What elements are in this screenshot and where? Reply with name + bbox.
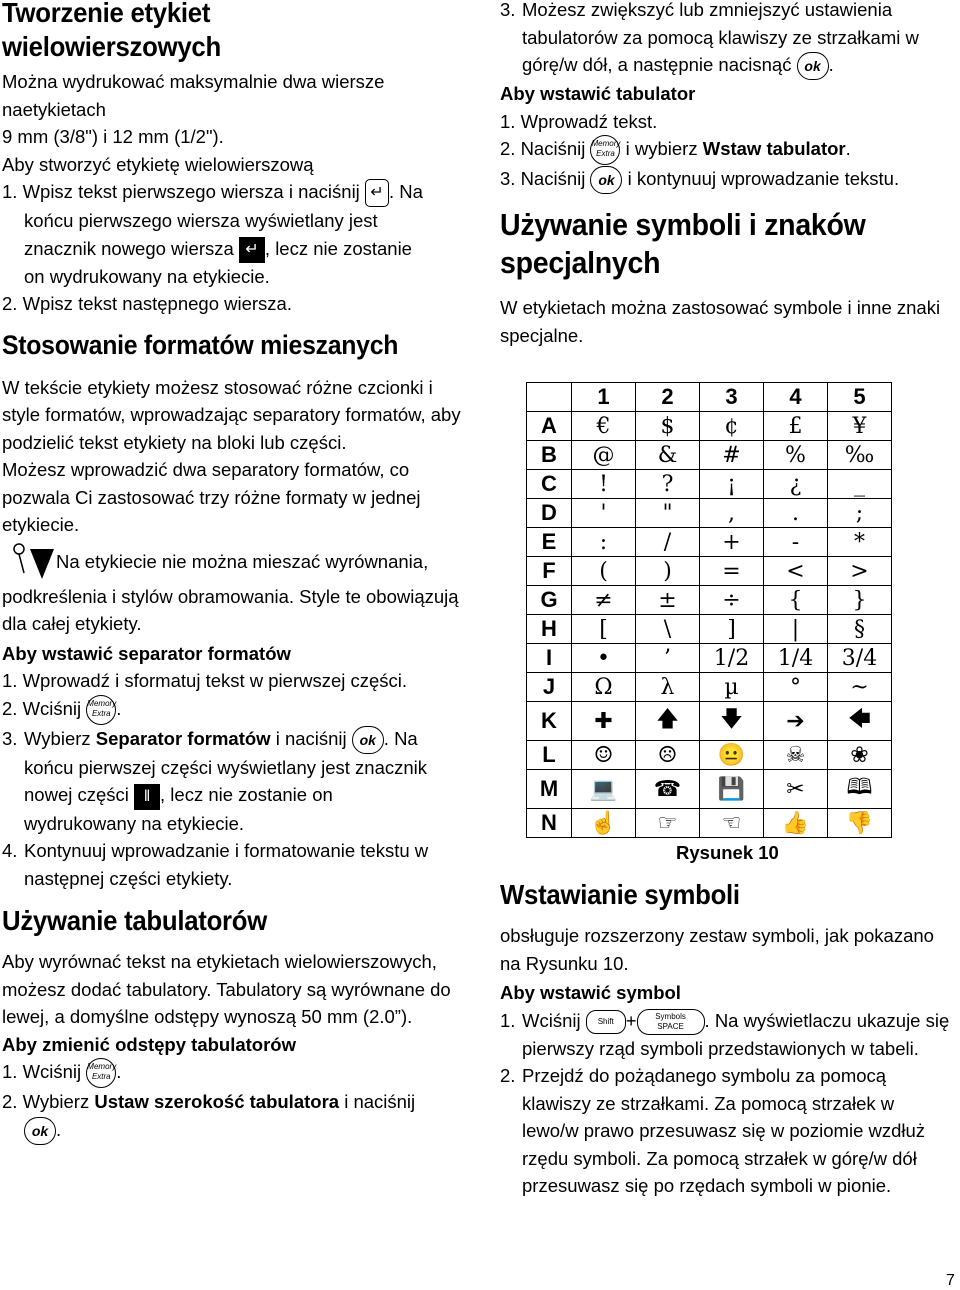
symbol-table-cell: § — [828, 615, 892, 644]
symbol-table-row — [527, 702, 892, 741]
symbol-table-row — [527, 615, 892, 644]
symbol-table-row-label: A — [527, 412, 572, 441]
symbol-table-cell: & — [636, 441, 700, 470]
symbol-table-cell: 🡄 — [828, 702, 892, 741]
symbol-table-cell: 👍 — [764, 809, 828, 838]
para-symbols: W etykietach można zastosować symbole i inne znaki specjalne. — [500, 297, 941, 346]
symbol-table-cell: = — [700, 557, 764, 586]
symbol-table-row — [527, 586, 892, 615]
symbol-table-cell: £ — [764, 412, 828, 441]
right-column — [500, 0, 955, 349]
subheading-tab-spacing: Aby zmienić odstępy tabulatorów — [2, 1033, 296, 1055]
symbol-table-cell: µ — [700, 673, 764, 702]
para-mixed-1: W tekście etykiety możesz stosować różne czcionki i style formatów, wprowadzając separatory formatów, aby podzielić tekst etykiety na bloki lub części. — [2, 376, 461, 453]
symbol-table-cell: 🡅 — [636, 702, 700, 741]
symbol-table-cell: € — [572, 412, 636, 441]
insert-tab-step-2: 2. Naciśnij Memory Extra i wybierz Wstaw tabulator. — [500, 135, 955, 165]
symbol-table-row-label: N — [527, 809, 572, 838]
symbol-table-cell: ☎ — [636, 770, 700, 809]
sep-step-1: 1. Wprowadź i sformatuj tekst w pierwszej części. — [2, 670, 408, 692]
symbol-table-cell: ➔ — [764, 702, 828, 741]
symbol-table-row-label: K — [527, 702, 572, 741]
symbol-table-row — [527, 412, 892, 441]
symbol-table-row-label: G — [527, 586, 572, 615]
symbol-table-cell: 1/4 — [764, 644, 828, 673]
symbol-table-cell: [ — [572, 615, 636, 644]
symbol-table-cell: ; — [828, 499, 892, 528]
symbol-table-cell: 🕮 — [828, 770, 892, 809]
tab-step-1: 1. Wciśnij Memory Extra . — [2, 1058, 472, 1088]
symbol-table-cell: ‰ — [828, 441, 892, 470]
symbol-table-cell: { — [764, 586, 828, 615]
symbols-key-icon: Symbols SPACE — [637, 1009, 705, 1035]
symbol-table-cell: ❀ — [828, 741, 892, 770]
symbol-table-cell: ¿ — [764, 470, 828, 499]
symbol-table-cell: ✂ — [764, 770, 828, 809]
symbol-table-cell: , — [700, 499, 764, 528]
symbol-table-cell: " — [636, 499, 700, 528]
symbol-table-cell: ? — [636, 470, 700, 499]
symbol-table-row-label: D — [527, 499, 572, 528]
symbol-table-header-row — [527, 383, 892, 412]
symbol-table-cell: ≠ — [572, 586, 636, 615]
symbol-table-row — [527, 499, 892, 528]
symbol-table-col-header: 2 — [636, 383, 700, 412]
subheading-create-multiline: Aby stworzyć etykietę wielowierszową — [2, 153, 314, 175]
symbol-table-row-label: E — [527, 528, 572, 557]
return-key-icon: ↵ — [365, 179, 389, 207]
symbol-table-cell: ☞ — [636, 809, 700, 838]
right-column-lower — [500, 878, 955, 1200]
symbol-table-cell: 👎 — [828, 809, 892, 838]
symbol-table-cell: ’ — [636, 644, 700, 673]
ok-key-icon: ok — [352, 726, 384, 754]
symbol-table-row — [527, 673, 892, 702]
tab-step-2-cont: ok . — [2, 1116, 472, 1145]
subheading-insert-separator: Aby wstawić separator formatów — [2, 642, 291, 664]
step-1-cont-1: końcu pierwszego wiersza wyświetlany jest — [24, 210, 378, 232]
symbol-table-cell: ) — [636, 557, 700, 586]
heading-multiline: Tworzenie etykiet wielowierszowych — [2, 0, 221, 62]
memory-extra-key-icon: Memory Extra — [590, 135, 620, 165]
symbol-table-cell: \ — [636, 615, 700, 644]
symbol-table-row-label: M — [527, 770, 572, 809]
symbol-table-cell: ¢ — [700, 412, 764, 441]
symbol-table-cell: * — [828, 528, 892, 557]
symbol-table-cell: } — [828, 586, 892, 615]
left-column — [2, 0, 472, 1145]
symbol-table-row — [527, 741, 892, 770]
shift-key-icon: Shift — [586, 1010, 626, 1034]
symbol-table-cell: ☺ — [572, 741, 636, 770]
symbol-table-cell: 💾 — [700, 770, 764, 809]
warning-icon — [6, 543, 56, 583]
heading-symbols: Używanie symboli i znaków specjalnych — [500, 207, 866, 281]
symbol-table-row-label: H — [527, 615, 572, 644]
symbol-table-cell: 1/2 — [700, 644, 764, 673]
symbol-table-cell: • — [572, 644, 636, 673]
page-number: 7 — [946, 1272, 955, 1289]
symbol-table-row — [527, 557, 892, 586]
symbol-table-col-header: 5 — [828, 383, 892, 412]
heading-insert-symbols: Wstawianie symboli — [500, 879, 740, 910]
symbol-table-row-label: L — [527, 741, 572, 770]
symbol-table-row-label: F — [527, 557, 572, 586]
symbol-table-cell: ! — [572, 470, 636, 499]
heading-tabs: Używanie tabulatorów — [2, 905, 268, 937]
symbol-table-row — [527, 644, 892, 673]
symbol-table-row-label: J — [527, 673, 572, 702]
heading-mixed-formats: Stosowanie formatów mieszanych — [2, 329, 399, 360]
section-marker-icon: ‖ — [134, 784, 160, 810]
symbol-table-row — [527, 441, 892, 470]
symbol-table-cell: λ — [636, 673, 700, 702]
insert-tab-step-1: 1. Wprowadź tekst. — [500, 110, 658, 132]
memory-extra-key-icon: Memory Extra — [86, 1058, 116, 1088]
symbol-table-cell: ☝ — [572, 809, 636, 838]
symbol-table-cell: + — [700, 528, 764, 557]
symbol-table-row-label: I — [527, 644, 572, 673]
symbol-table-cell: 3/4 — [828, 644, 892, 673]
ok-key-icon: ok — [797, 52, 829, 80]
symbol-table-cell: : — [572, 528, 636, 557]
symbol-table-cell: % — [764, 441, 828, 470]
symbol-table-row — [527, 809, 892, 838]
ok-key-icon: ok — [590, 166, 622, 194]
symbol-table-cell: ° — [764, 673, 828, 702]
note-2: podkreślenia i stylów obramowania. Style te obowiązują dla całej etykiety. — [2, 585, 459, 635]
para-tabs: Aby wyrównać tekst na etykietach wielowierszowych, możesz dodać tabulatory. Tabulatory są wyrównane do lewej, a domyślne odstępy wynoszą 50 mm (2.0”). — [2, 951, 451, 1028]
ok-key-icon: ok — [24, 1117, 56, 1145]
insert-symbol-step-2: 2. Przejdź do pożądanego symbolu za pomocą klawiszy ze strzałkami. Za pomocą strzałek w lewo/w prawo przesuwasz się w poziomie wzdłuż rzędu symboli. Za pomocą strzałek w górę/w dół przesuwasz się po rzędach symboli w pionie. — [500, 1065, 926, 1197]
symbol-table-cell: 💻 — [572, 770, 636, 809]
symbol-table-cell: ☜ — [700, 809, 764, 838]
symbol-table-cell: ] — [700, 615, 764, 644]
symbol-table-cell: < — [764, 557, 828, 586]
symbol-table-cell: $ — [636, 412, 700, 441]
symbol-table-cell: Ω — [572, 673, 636, 702]
para-mixed-2: Możesz wprowadzić dwa separatory formatów, co pozwala Ci zastosować trzy różne formaty w jednej etykiecie. — [2, 459, 421, 536]
para-multiline-1: Można wydrukować maksymalnie dwa wiersze naetykietach — [2, 71, 385, 120]
para-multiline-2: 9 mm (3/8") i 12 mm (1/2"). — [2, 126, 224, 147]
symbol-table-cell: ¥ — [828, 412, 892, 441]
insert-tab-step-3: 3. Naciśnij ok i kontynuuj wprowadzanie tekstu. — [500, 165, 955, 194]
symbol-table-row-label: B — [527, 441, 572, 470]
symbol-table-cell: ~ — [828, 673, 892, 702]
symbol-table-cell: @ — [572, 441, 636, 470]
symbol-table-cell: ÷ — [700, 586, 764, 615]
symbol-table-cell: | — [764, 615, 828, 644]
symbol-table-cell: ¡ — [700, 470, 764, 499]
sep-step-3-cont-3: wydrukowany na etykiecie. — [24, 812, 245, 834]
symbol-table-cell: ✚ — [572, 702, 636, 741]
symbol-table-cell: > — [828, 557, 892, 586]
symbol-table-cell: ( — [572, 557, 636, 586]
note-1: Na etykiecie nie można mieszać wyrównania, — [2, 543, 472, 583]
symbol-table-cell: ☠ — [764, 741, 828, 770]
newline-marker-icon: ↵ — [239, 237, 265, 263]
step-2: 2. Wpisz tekst następnego wiersza. — [2, 293, 292, 315]
symbol-table-corner — [527, 383, 572, 412]
symbol-table-cell: ' — [572, 499, 636, 528]
symbol-table-row-label: C — [527, 470, 572, 499]
symbol-table-cell: - — [764, 528, 828, 557]
symbol-table-cell: / — [636, 528, 700, 557]
step-1: 1. Wpisz tekst pierwszego wiersza i naciśnij ↵ . Na — [2, 178, 472, 207]
symbol-table-cell: . — [764, 499, 828, 528]
symbol-table-row — [527, 770, 892, 809]
tab-step-2: 2. Wybierz Ustaw szerokość tabulatora i naciśnij — [2, 1091, 416, 1113]
sep-step-4: 4. Kontynuuj wprowadzanie i formatowanie tekstu w następnej części etykiety. — [2, 840, 429, 889]
insert-symbol-step-1: 1. Wciśnij Shift + Symbols SPACE . Na wyświetlaczu ukazuje się pierwszy rząd symboli przedstawionych w tabeli. — [500, 1009, 950, 1059]
para-insert-symbols: obsługuje rozszerzony zestaw symboli, jak pokazano na Rysunku 10. — [500, 925, 934, 974]
step-1-cont-2: znacznik nowego wiersza ↵ , lecz nie zostanie — [2, 235, 472, 263]
symbol-table-col-header: 4 — [764, 383, 828, 412]
symbol-table-cell: 😐 — [700, 741, 764, 770]
symbol-table-cell: _ — [828, 470, 892, 499]
symbol-table-row — [527, 470, 892, 499]
step-1-cont-3: on wydrukowany na etykiecie. — [24, 265, 270, 287]
symbol-table-cell: 🡇 — [700, 702, 764, 741]
symbol-table-cell: # — [700, 441, 764, 470]
symbol-table — [526, 382, 892, 838]
symbol-table-row — [527, 528, 892, 557]
sep-step-3: 3. Wybierz Separator formatów i naciśnij ok . Na — [2, 725, 472, 754]
symbol-table-col-header: 3 — [700, 383, 764, 412]
memory-extra-key-icon: Memory Extra — [86, 695, 116, 725]
symbol-table-cell: ☹ — [636, 741, 700, 770]
sep-step-2: 2. Wciśnij Memory Extra . — [2, 695, 472, 725]
symbol-table-cell: ± — [636, 586, 700, 615]
subheading-insert-tab: Aby wstawić tabulator — [500, 83, 696, 105]
figure-caption: Rysunek 10 — [676, 842, 779, 863]
sep-step-3-cont-2: nowej części ‖ , lecz nie zostanie on — [2, 781, 472, 809]
sep-step-3-cont-1: końcu pierwszej części wyświetlany jest znacznik — [24, 756, 428, 778]
tab-step-3: 3. Możesz zwiększyć lub zmniejszyć ustawienia tabulatorów za pomocą klawiszy ze strzałkami w górę/w dół, a następnie nacisnąć ok . — [500, 0, 955, 80]
symbol-table-col-header: 1 — [572, 383, 636, 412]
subheading-insert-symbol: Aby wstawić symbol — [500, 982, 681, 1003]
